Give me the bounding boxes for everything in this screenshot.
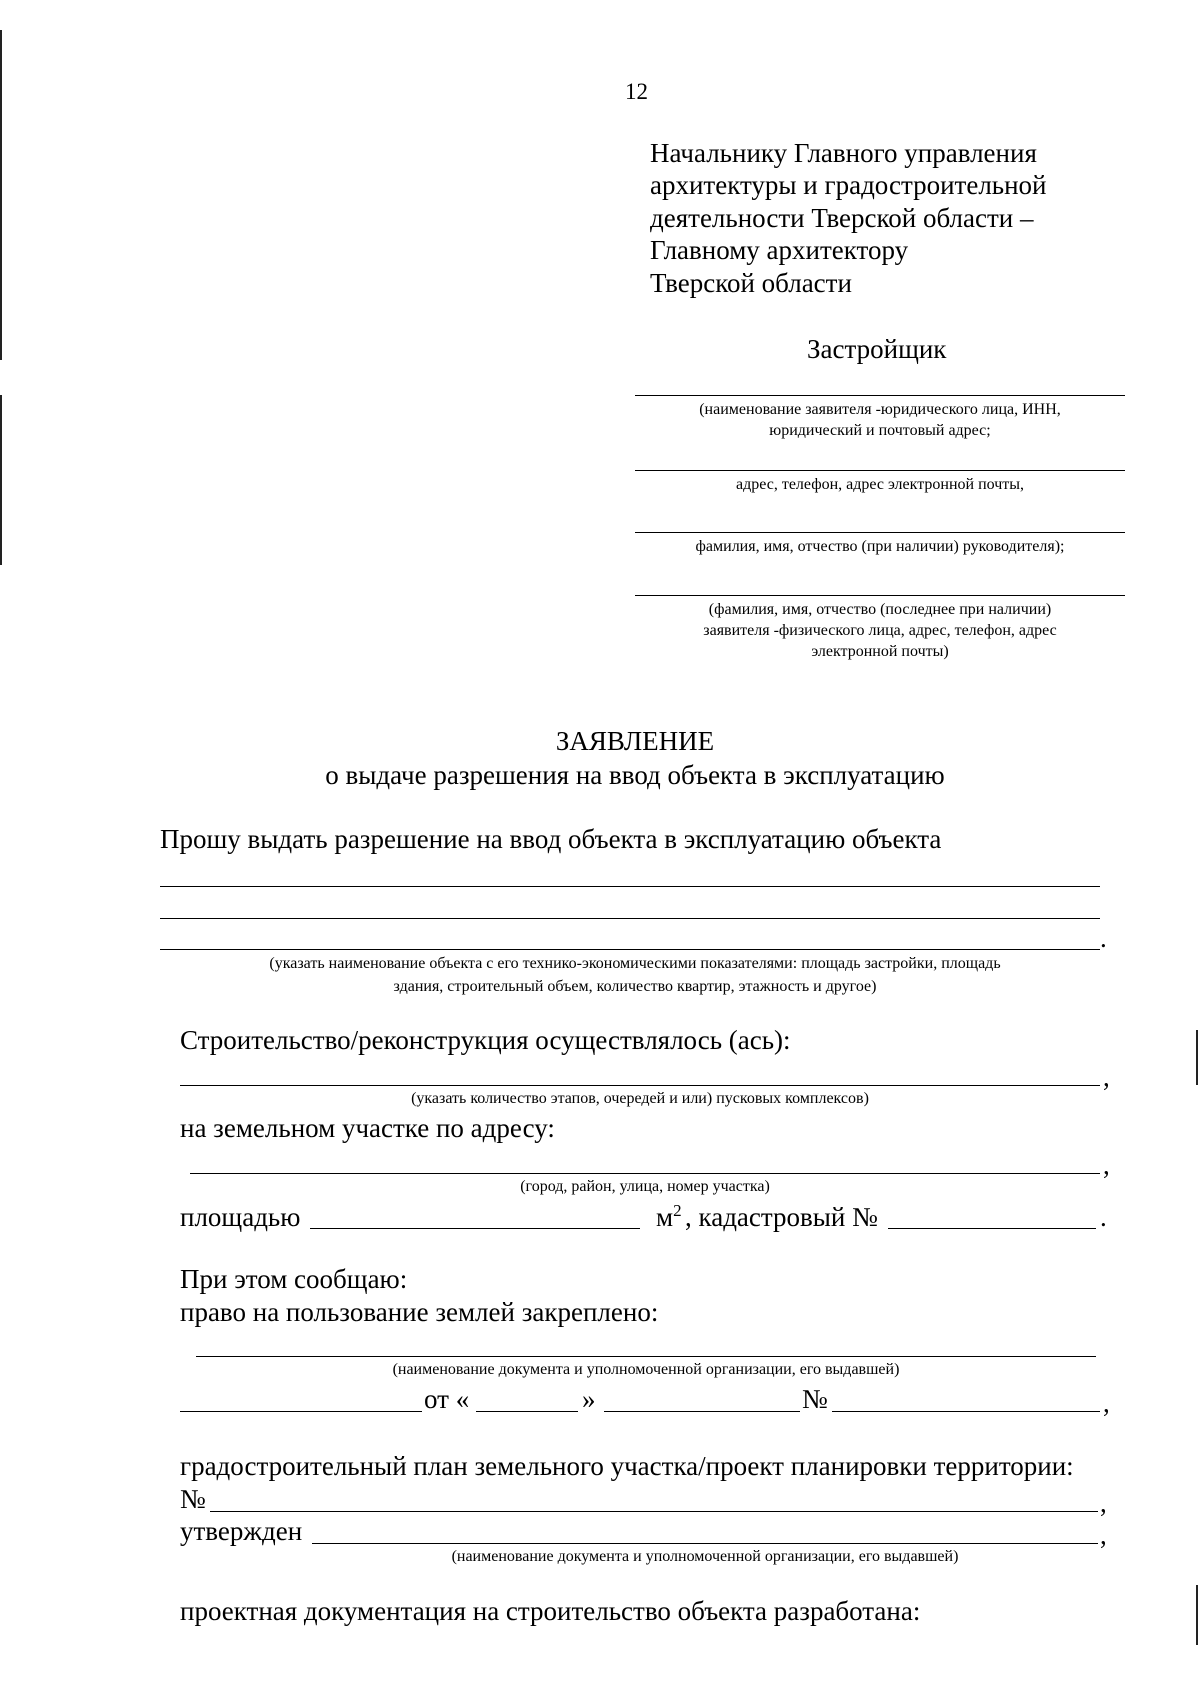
addressee-line: деятельности Тверской области – [650, 203, 1034, 233]
field-hint: (фамилия, имя, отчество (последнее при наличии) [708, 601, 1052, 618]
comma-mark: , [1100, 1520, 1107, 1550]
project-docs-label: проектная документация на строительство объекта разработана: [180, 1596, 921, 1626]
report-label: При этом сообщаю: [180, 1264, 408, 1294]
area-unit: $м^2$ [656, 1201, 682, 1232]
field-hint: (наименование документа и уполномоченной организации, его выдавшей) [451, 1548, 959, 1565]
comma-mark: , [1103, 1062, 1110, 1092]
field-hint: (указать наименование объекта с его технико-экономическими показателями: площадь застройки, площадь [269, 955, 1001, 972]
field-hint: электронной почты) [811, 643, 949, 660]
comma-mark: , [1103, 1150, 1110, 1180]
land-right-doc-line[interactable] [196, 1356, 1096, 1357]
date-month-input[interactable] [604, 1411, 800, 1412]
document-number-input[interactable] [832, 1411, 1100, 1412]
field-hint: фамилия, имя, отчество (при наличии) руководителя); [695, 538, 1065, 555]
approved-by-input[interactable] [312, 1543, 1098, 1544]
address-line[interactable] [190, 1173, 1100, 1174]
comma-mark: , [1100, 1488, 1107, 1518]
period-mark: . [1100, 923, 1107, 953]
scan-edge-mark [0, 395, 2, 565]
number-sign: № [802, 1384, 828, 1414]
land-right-label: право на пользование землей закреплено: [180, 1297, 659, 1327]
field-hint: (наименование документа и уполномоченной организации, его выдавшей) [392, 1361, 900, 1378]
date-day-input[interactable] [476, 1411, 578, 1412]
developer-label: Застройщик [807, 334, 947, 364]
page-number: 12 [625, 79, 648, 104]
addressee-line: архитектуры и градостроительной [650, 170, 1047, 200]
applicant-person-line[interactable] [635, 595, 1125, 596]
applicant-name-line[interactable] [635, 395, 1125, 396]
addressee-line: Начальнику Главного управления [650, 138, 1037, 168]
land-label: на земельном участке по адресу: [180, 1113, 555, 1143]
field-hint: (наименование заявителя -юридического лица, ИНН, [699, 401, 1061, 418]
field-hint: адрес, телефон, адрес электронной почты, [735, 476, 1025, 493]
gpzu-number-input[interactable] [210, 1511, 1098, 1512]
addressee-line: Главному архитектору [650, 235, 909, 265]
applicant-head-line[interactable] [635, 532, 1125, 533]
document-subtitle: о выдаче разрешения на ввод объекта в эксплуатацию [325, 760, 945, 790]
cadastral-input-line[interactable] [888, 1228, 1096, 1229]
addressee-line: Тверской области [650, 268, 852, 298]
field-hint: юридический и почтовый адрес; [769, 422, 991, 439]
field-hint: заявителя -физического лица, адрес, телефон, адрес [703, 622, 1057, 639]
scan-edge-mark [1196, 1030, 1198, 1085]
field-hint: (указать количество этапов, очередей и или) пусковых комплексов) [411, 1090, 869, 1107]
scan-edge-mark [1196, 1585, 1198, 1645]
date-from-label: от « [424, 1384, 470, 1414]
stages-line[interactable] [180, 1085, 1100, 1086]
field-hint: (город, район, улица, номер участка) [520, 1178, 770, 1195]
comma-mark: , [1103, 1388, 1110, 1418]
approved-label: утвержден [180, 1516, 303, 1546]
scan-edge-mark [0, 30, 2, 360]
gpzu-label: градостроительный план земельного участка/проект планировки территории: [180, 1451, 1074, 1481]
cadastral-label: , кадастровый № [685, 1202, 878, 1232]
area-label: площадью [180, 1202, 301, 1232]
object-name-line[interactable] [160, 918, 1100, 919]
applicant-address-line[interactable] [635, 470, 1125, 471]
date-close-quote: » [582, 1384, 596, 1414]
object-name-line[interactable] [160, 886, 1100, 887]
construction-label: Строительство/реконструкция осуществлялось (ась): [180, 1025, 791, 1055]
period-mark: . [1100, 1202, 1107, 1232]
field-hint: здания, строительный объем, количество квартир, этажность и другое) [393, 978, 877, 995]
object-name-line[interactable] [160, 949, 1100, 950]
number-sign: № [180, 1484, 206, 1514]
area-input-line[interactable] [310, 1228, 640, 1229]
request-text: Прошу выдать разрешение на ввод объекта в эксплуатацию объекта [160, 824, 942, 854]
land-right-doc-input[interactable] [180, 1411, 422, 1412]
document-title: ЗАЯВЛЕНИЕ [555, 726, 715, 756]
